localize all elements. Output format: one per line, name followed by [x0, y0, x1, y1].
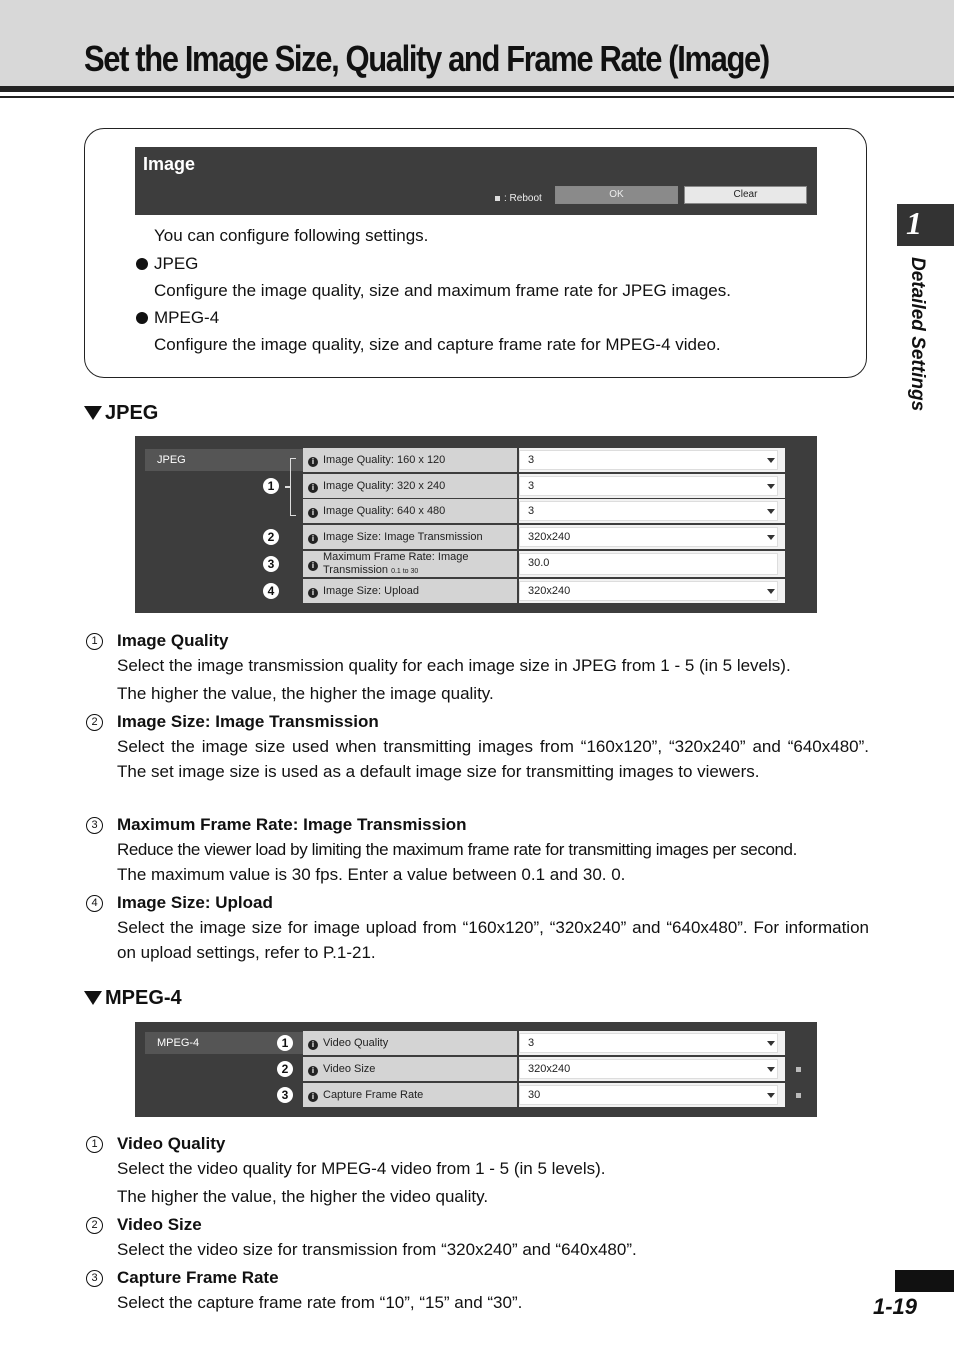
quality-320-select[interactable]: 3: [519, 474, 785, 498]
triangle-down-icon: [84, 406, 102, 420]
callout-2: 2: [277, 1061, 293, 1077]
item-text: Select the image transmission quality for each image size in JPEG from 1 - 5 (in 5 levels).: [117, 656, 791, 675]
video-size-select[interactable]: 320x240: [519, 1057, 785, 1081]
item-heading: Image Size: Image Transmission: [117, 712, 379, 731]
item-text: Select the image size for image upload from “160x120”, “320x240” and “640x480”. For information on upload settings, refer to P.1-21.: [117, 918, 869, 962]
item-heading: Video Quality: [117, 1134, 226, 1153]
jpeg-panel-title: JPEG: [145, 449, 305, 471]
intro-mpeg-desc: Configure the image quality, size and capture frame rate for MPEG-4 video.: [154, 335, 721, 354]
callout-4: 4: [263, 583, 279, 599]
header-rule-thick: [0, 86, 954, 92]
page-number: 1-19: [873, 1294, 918, 1319]
page-number-bar: [895, 1270, 954, 1292]
info-icon: i: [308, 534, 318, 544]
callout-1: 1: [277, 1035, 293, 1051]
panel-title: Image: [143, 154, 196, 174]
mpeg-heading: MPEG-4: [84, 987, 182, 1010]
item-heading: Image Quality: [117, 631, 229, 650]
info-icon: i: [308, 1040, 318, 1050]
chapter-number: 1: [906, 205, 922, 241]
reboot-square-icon: [796, 1093, 801, 1098]
mpeg-settings-panel: [135, 1022, 817, 1117]
dropdown-arrow-icon: [767, 1067, 775, 1072]
reboot-note: : Reboot: [495, 193, 542, 204]
setting-label: i Image Size: Image Transmission: [303, 525, 517, 549]
dropdown-arrow-icon: [767, 509, 775, 514]
video-quality-select[interactable]: 3: [519, 1031, 785, 1055]
info-icon: i: [308, 1066, 318, 1076]
setting-label: i Image Quality: 160 x 120: [303, 448, 517, 472]
item-text: The higher the value, the higher the video quality.: [117, 1187, 489, 1206]
bullet-icon: [136, 258, 148, 270]
intro-line: You can configure following settings.: [154, 226, 429, 245]
item-number: 1: [86, 633, 103, 650]
dropdown-arrow-icon: [767, 1093, 775, 1098]
dropdown-arrow-icon: [767, 484, 775, 489]
ok-button[interactable]: OK: [555, 186, 678, 204]
item-heading: Maximum Frame Rate: Image Transmission: [117, 815, 467, 834]
callout-1: 1: [263, 478, 279, 494]
setting-label: iMaximum Frame Rate: Image Transmission 0.1 to 30: [303, 551, 517, 577]
item-number: 2: [86, 714, 103, 731]
info-icon: i: [308, 561, 318, 571]
header-rule-thin: [0, 96, 954, 98]
setting-label: i Video Size: [303, 1057, 517, 1081]
item-text: The higher the value, the higher the image quality.: [117, 684, 494, 703]
item-text: Select the capture frame rate from “10”, “15” and “30”.: [117, 1293, 523, 1312]
bullet-icon: [136, 312, 148, 324]
callout-2: 2: [263, 529, 279, 545]
dropdown-arrow-icon: [767, 535, 775, 540]
info-icon: i: [308, 1092, 318, 1102]
bracket-tick: [285, 486, 291, 488]
item-number: 3: [86, 1270, 103, 1287]
intro-jpeg-item: JPEG: [136, 254, 198, 274]
setting-label: i Image Size: Upload: [303, 579, 517, 603]
capture-frame-rate-select[interactable]: 30: [519, 1083, 785, 1107]
item-number: 1: [86, 1136, 103, 1153]
item-text: The maximum value is 30 fps. Enter a value between 0.1 and 30. 0.: [117, 865, 626, 884]
image-settings-panel: [135, 147, 817, 215]
triangle-down-icon: [84, 991, 102, 1005]
item-number: 4: [86, 895, 103, 912]
setting-label: i Image Quality: 320 x 240: [303, 474, 517, 498]
item-text: Select the image size used when transmitting images from “160x120”, “320x240” and “640x480”. The set image size is used as a default image size for transmitting images to viewers.: [117, 737, 869, 781]
info-icon: i: [308, 588, 318, 598]
callout-3: 3: [277, 1087, 293, 1103]
item-number: 3: [86, 817, 103, 834]
item-number: 2: [86, 1217, 103, 1234]
dropdown-arrow-icon: [767, 1041, 775, 1046]
clear-button[interactable]: Clear: [684, 186, 807, 204]
jpeg-settings-panel: [135, 436, 817, 613]
max-frame-rate-input[interactable]: 30.0: [519, 551, 785, 577]
chapter-label: Detailed Settings: [907, 257, 928, 412]
quality-160-select[interactable]: 3: [519, 448, 785, 472]
item-heading: Image Size: Upload: [117, 893, 273, 912]
page-header: [0, 0, 954, 86]
info-icon: i: [308, 508, 318, 518]
quality-640-select[interactable]: 3: [519, 499, 785, 523]
reboot-square-icon: [796, 1067, 801, 1072]
page-title: Set the Image Size, Quality and Frame Rate (Image): [84, 38, 769, 79]
mpeg-panel-title: MPEG-4: [145, 1032, 305, 1054]
info-icon: i: [308, 457, 318, 467]
setting-label: i Video Quality: [303, 1031, 517, 1055]
callout-3: 3: [263, 556, 279, 572]
image-size-upload-select[interactable]: 320x240: [519, 579, 785, 603]
setting-label: i Capture Frame Rate: [303, 1083, 517, 1107]
intro-mpeg-item: MPEG-4: [136, 308, 219, 328]
image-size-transmission-select[interactable]: 320x240: [519, 525, 785, 549]
setting-label: i Image Quality: 640 x 480: [303, 499, 517, 523]
item-text: Select the video size for transmission from “320x240” and “640x480”.: [117, 1240, 637, 1259]
item-text: Reduce the viewer load by limiting the maximum frame rate for transmitting images per second.: [117, 840, 797, 859]
item-heading: Video Size: [117, 1215, 202, 1234]
dropdown-arrow-icon: [767, 458, 775, 463]
intro-jpeg-desc: Configure the image quality, size and maximum frame rate for JPEG images.: [154, 281, 731, 300]
item-text: Select the video quality for MPEG-4 video from 1 - 5 (in 5 levels).: [117, 1159, 606, 1178]
dropdown-arrow-icon: [767, 589, 775, 594]
item-heading: Capture Frame Rate: [117, 1268, 279, 1287]
reboot-square-icon: [495, 196, 500, 201]
jpeg-heading: JPEG: [84, 402, 158, 425]
info-icon: i: [308, 483, 318, 493]
